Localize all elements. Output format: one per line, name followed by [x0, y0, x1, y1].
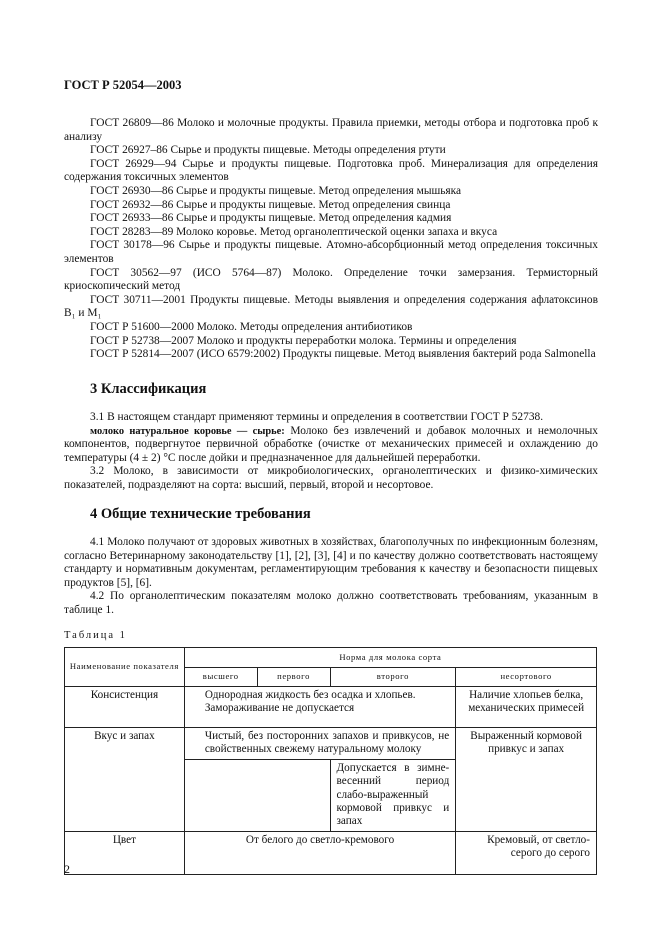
- paragraph-3-2: 3.2 Молоко, в зависимости от микробиологических, органолептических и физико-химических показателей, подразделяют на сорта: высший, первый, второй и несортовое.: [64, 465, 598, 491]
- table-row: [65, 687, 597, 728]
- section-4-title: 4 Общие технические требования: [90, 506, 311, 522]
- nonstandard-cell: Кремовый, от светло-серого до серого: [456, 831, 597, 874]
- term: молоко натуральное коровье — сырье:: [90, 425, 285, 437]
- norm-cell: Чистый, без посторонних запахов и привкусов, не свойственных свежему натуральному молоку: [184, 728, 455, 760]
- section-3-title: 3 Классификация: [90, 381, 207, 397]
- page-number: 2: [64, 862, 70, 876]
- grade-header: второго: [330, 667, 456, 687]
- reference-item: ГОСТ Р 52814—2007 (ИСО 6579:2002) Продукты пищевые. Метод выявления бактерий рода Salmonella: [90, 348, 596, 361]
- reference-item: ГОСТ 26930—86 Сырье и продукты пищевые. Метод определения мышьяка: [90, 184, 462, 197]
- grade-header: первого: [257, 667, 330, 687]
- term-definition-text: Молоко без извлечений и добавок молочных и немолочных компонентов, подвергнутое первичной обработке (очистке от механических примесей и охлаждению до температуры (4 ± 2) °С после дойки и предназначенное для дальнейшей переработки.: [64, 424, 598, 464]
- reference-item: ГОСТ 30178—96 Сырье и продукты пищевые. Атомно-абсорбционный метод определения токсичных элементов: [64, 239, 598, 265]
- table-caption: Таблица 1: [64, 630, 127, 641]
- paragraph-3-1: 3.1 В настоящем стандарт применяют термины и определения в соответствии ГОСТ Р 52738.: [90, 411, 544, 423]
- reference-item: ГОСТ 26929—94 Сырье и продукты пищевые. Подготовка проб. Минерализация для определения содержания токсичных элементов: [64, 157, 598, 184]
- indicator-name: Цвет: [65, 831, 185, 874]
- reference-item: ГОСТ 26932—86 Сырье и продукты пищевые. Метод определения свинца: [90, 198, 451, 211]
- grade-header: несортового: [456, 667, 597, 687]
- reference-item: ГОСТ 30562—97 (ИСО 5764—87) Молоко. Определение точки замерзания. Термисторный криоскопический метод: [64, 266, 598, 293]
- term-definition: [64, 425, 598, 466]
- paragraph-4-1: 4.1 Молоко получают от здоровых животных в хозяйствах, благополучных по инфекционным болезням, согласно Ветеринарному законодательству [1], [2], [3], [4] и по качеству должно соответствовать настоящему стандарту и нормативным документам, регламентирующим требования к качеству и безопасности пищевых продуктов [5], [6].: [64, 536, 598, 589]
- reference-item: ГОСТ Р 52738—2007 Молоко и продукты переработки молока. Термины и определения: [90, 334, 517, 347]
- grade-header: высшего: [184, 667, 257, 687]
- table-row: [65, 831, 597, 874]
- column-header-name: Наименование показателя: [65, 648, 185, 687]
- section-3-body: [64, 411, 598, 493]
- reference-item: ГОСТ 30711—2001 Продукты пищевые. Методы выявления и определения содержания афлатоксинов B₁ и M₁: [64, 293, 598, 320]
- reference-item: ГОСТ 28283—89 Молоко коровье. Метод органолептической оценки запаха и вкуса: [90, 225, 498, 238]
- reference-item: ГОСТ Р 51600—2000 Молоко. Методы определения антибиотиков: [90, 320, 413, 333]
- column-header-norm: Норма для молока сорта: [184, 648, 596, 668]
- organoleptic-table: [64, 647, 597, 875]
- table-row: [65, 728, 597, 760]
- nonstandard-cell: Наличие хлопьев белка, механических примесей: [456, 687, 597, 728]
- norm-cell: Однородная жидкость без осадка и хлопьев. Замораживание не допускается: [184, 687, 455, 728]
- references-list: [64, 117, 598, 362]
- reference-item: ГОСТ 26927–86 Сырье и продукты пищевые. Методы определения ртути: [90, 144, 446, 157]
- nonstandard-cell: Выраженный кормовой привкус и запах: [456, 728, 597, 832]
- indicator-name: Вкус и запах: [65, 728, 185, 832]
- indicator-name: Консистенция: [65, 687, 185, 728]
- reference-item: ГОСТ 26809—86 Молоко и молочные продукты. Правила приемки, методы отбора и подготовка проб к анализу: [64, 117, 598, 143]
- empty-cell: [184, 759, 330, 831]
- norm-cell: От белого до светло-кремового: [184, 831, 455, 874]
- table-header-row: [65, 648, 597, 668]
- reference-item: ГОСТ 26933—86 Сырье и продукты пищевые. Метод определения кадмия: [90, 212, 452, 225]
- paragraph-4-2: 4.2 По органолептическим показателям молоко должно соответствовать требованиям, указанным в таблице 1.: [64, 590, 598, 616]
- section-4-body: [64, 536, 598, 618]
- document-header: ГОСТ Р 52054—2003: [64, 78, 182, 92]
- second-grade-note: Допускается в зимне-весенний период слабо-выраженный кормовой привкус и запах: [330, 759, 456, 831]
